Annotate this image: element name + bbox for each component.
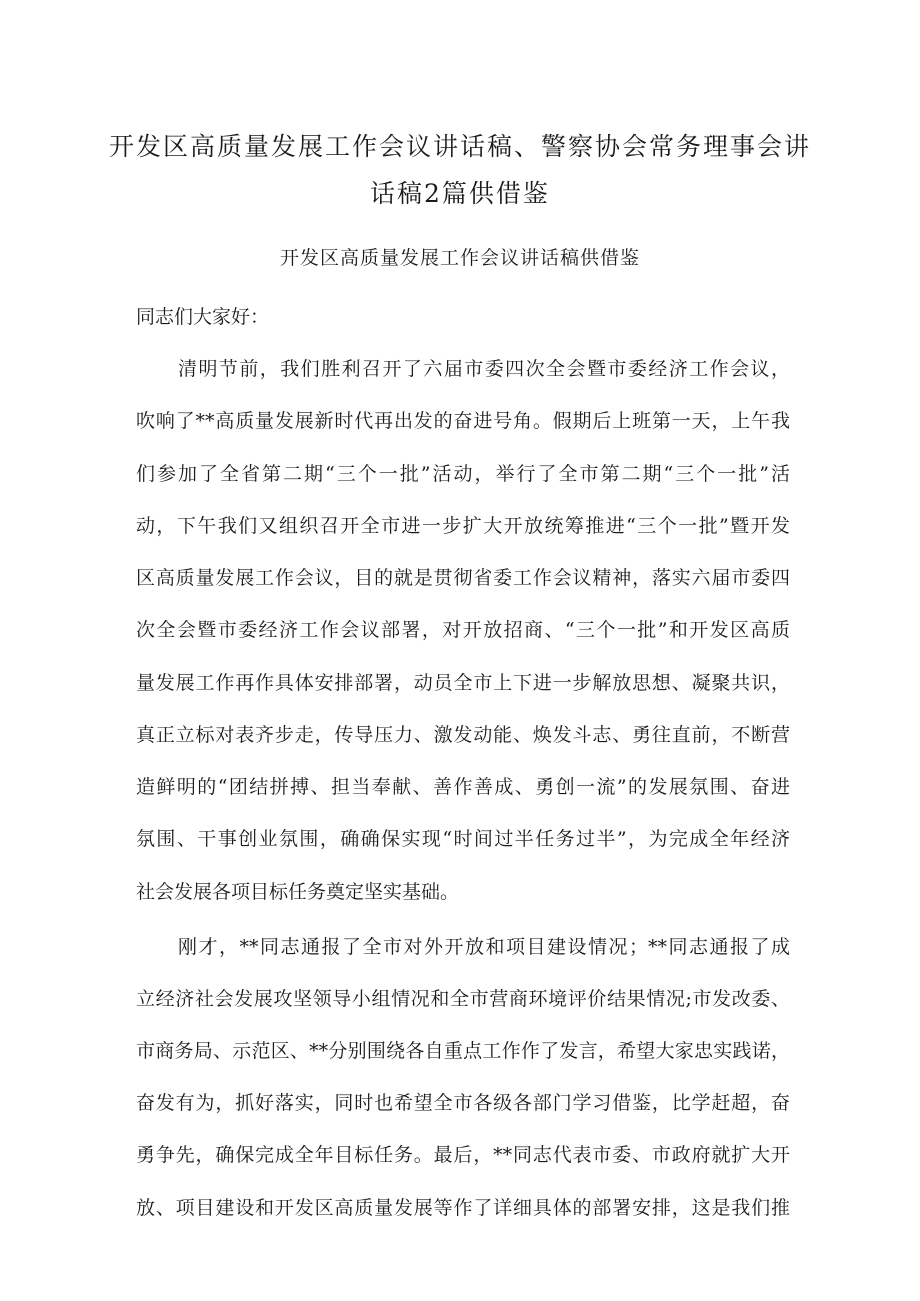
document-title-line-2: 话稿2篇供借鉴	[370, 179, 550, 208]
paragraph-line: 勇争先，确保完成全年目标任务。最后，**同志代表市委、市政府就扩大开	[136, 1144, 790, 1166]
paragraph-line: 放、项目建设和开发区高质量发展等作了详细具体的部署安排，这是我们推	[136, 1197, 790, 1219]
paragraph-line: 动，下午我们又组织召开全市进一步扩大开放统筹推进“三个一批”暨开发	[136, 515, 790, 537]
paragraph-line: 造鲜明的“团结拼搏、担当奉献、善作善成、勇创一流”的发展氛围、奋进	[136, 776, 790, 798]
paragraph-line: 清明节前，我们胜利召开了六届市委四次全会暨市委经济工作会议，	[178, 358, 790, 380]
section-subtitle: 开发区高质量发展工作会议讲话稿供借鉴	[279, 247, 640, 269]
paragraph-line: 次全会暨市委经济工作会议部署，对开放招商、“三个一批”和开发区高质	[136, 619, 790, 641]
paragraph-line: 市商务局、示范区、**分别围绕各自重点工作作了发言，希望大家忠实践诺，	[136, 1040, 790, 1062]
paragraph-line: 们参加了全省第二期“三个一批”活动，举行了全市第二期“三个一批”活	[136, 463, 790, 485]
paragraph-line: 吹响了**高质量发展新时代再出发的奋进号角。假期后上班第一天，上午我	[136, 410, 790, 432]
document-title-line-1: 开发区高质量发展工作会议讲话稿、警察协会常务理事会讲	[108, 132, 811, 161]
paragraph-line: 刚才，**同志通报了全市对外开放和项目建设情况；**同志通报了成	[178, 936, 790, 958]
paragraph-line: 区高质量发展工作会议，目的就是贯彻省委工作会议精神，落实六届市委四	[136, 567, 790, 589]
paragraph-line: 奋发有为，抓好落实，同时也希望全市各级各部门学习借鉴，比学赶超，奋	[136, 1092, 790, 1114]
paragraph-line: 真正立标对表齐步走，传导压力、激发动能、焕发斗志、勇往直前，不断营	[136, 724, 790, 746]
greeting: 同志们大家好：	[136, 306, 270, 328]
paragraph-line: 立经济社会发展攻坚领导小组情况和全市营商环境评价结果情况;市发改委、	[136, 988, 790, 1010]
paragraph-line: 氛围、干事创业氛围，确确保实现“时间过半任务过半”，为完成全年经济	[136, 828, 790, 850]
paragraph-line: 量发展工作再作具体安排部署，动员全市上下进一步解放思想、凝聚共识，	[136, 672, 790, 694]
paragraph-line: 社会发展各项目标任务奠定坚实基础。	[136, 881, 460, 903]
